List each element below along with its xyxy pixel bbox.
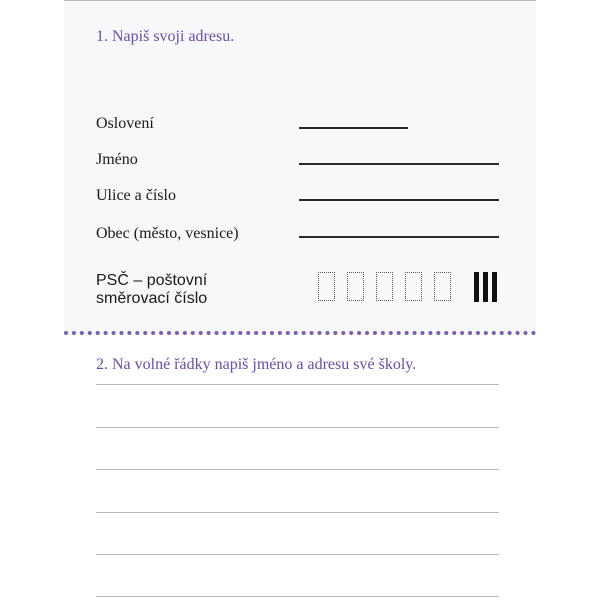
writing-line[interactable] (96, 596, 499, 597)
psc-digit-box[interactable] (376, 272, 393, 301)
section-2-title: 2. Na volné řádky napiš jméno a adresu své školy. (96, 356, 417, 373)
writing-line[interactable] (96, 427, 499, 428)
field-label-obec: Obec (město, vesnice) (96, 225, 239, 242)
writing-line[interactable] (96, 384, 499, 385)
psc-digit-box[interactable] (347, 272, 364, 301)
section-divider (64, 331, 536, 335)
psc-label-line-2: směrovací číslo (96, 290, 208, 307)
field-line-ulice[interactable] (299, 199, 499, 201)
field-line-osloveni[interactable] (299, 127, 408, 129)
field-line-jmeno[interactable] (299, 163, 499, 165)
field-label-ulice: Ulice a číslo (96, 187, 176, 204)
writing-line[interactable] (96, 512, 499, 513)
psc-digit-box[interactable] (405, 272, 422, 301)
psc-label-line-1: PSČ – poštovní (96, 272, 208, 289)
writing-line[interactable] (96, 469, 499, 470)
field-line-obec[interactable] (299, 236, 499, 238)
psc-label (96, 272, 207, 308)
section-1-title: 1. Napiš svoji adresu. (96, 28, 235, 45)
writing-line[interactable] (96, 554, 499, 555)
psc-digit-box[interactable] (434, 272, 451, 301)
psc-digit-box[interactable] (318, 272, 335, 301)
field-label-jmeno: Jméno (96, 151, 138, 168)
field-label-osloveni: Oslovení (96, 115, 154, 132)
